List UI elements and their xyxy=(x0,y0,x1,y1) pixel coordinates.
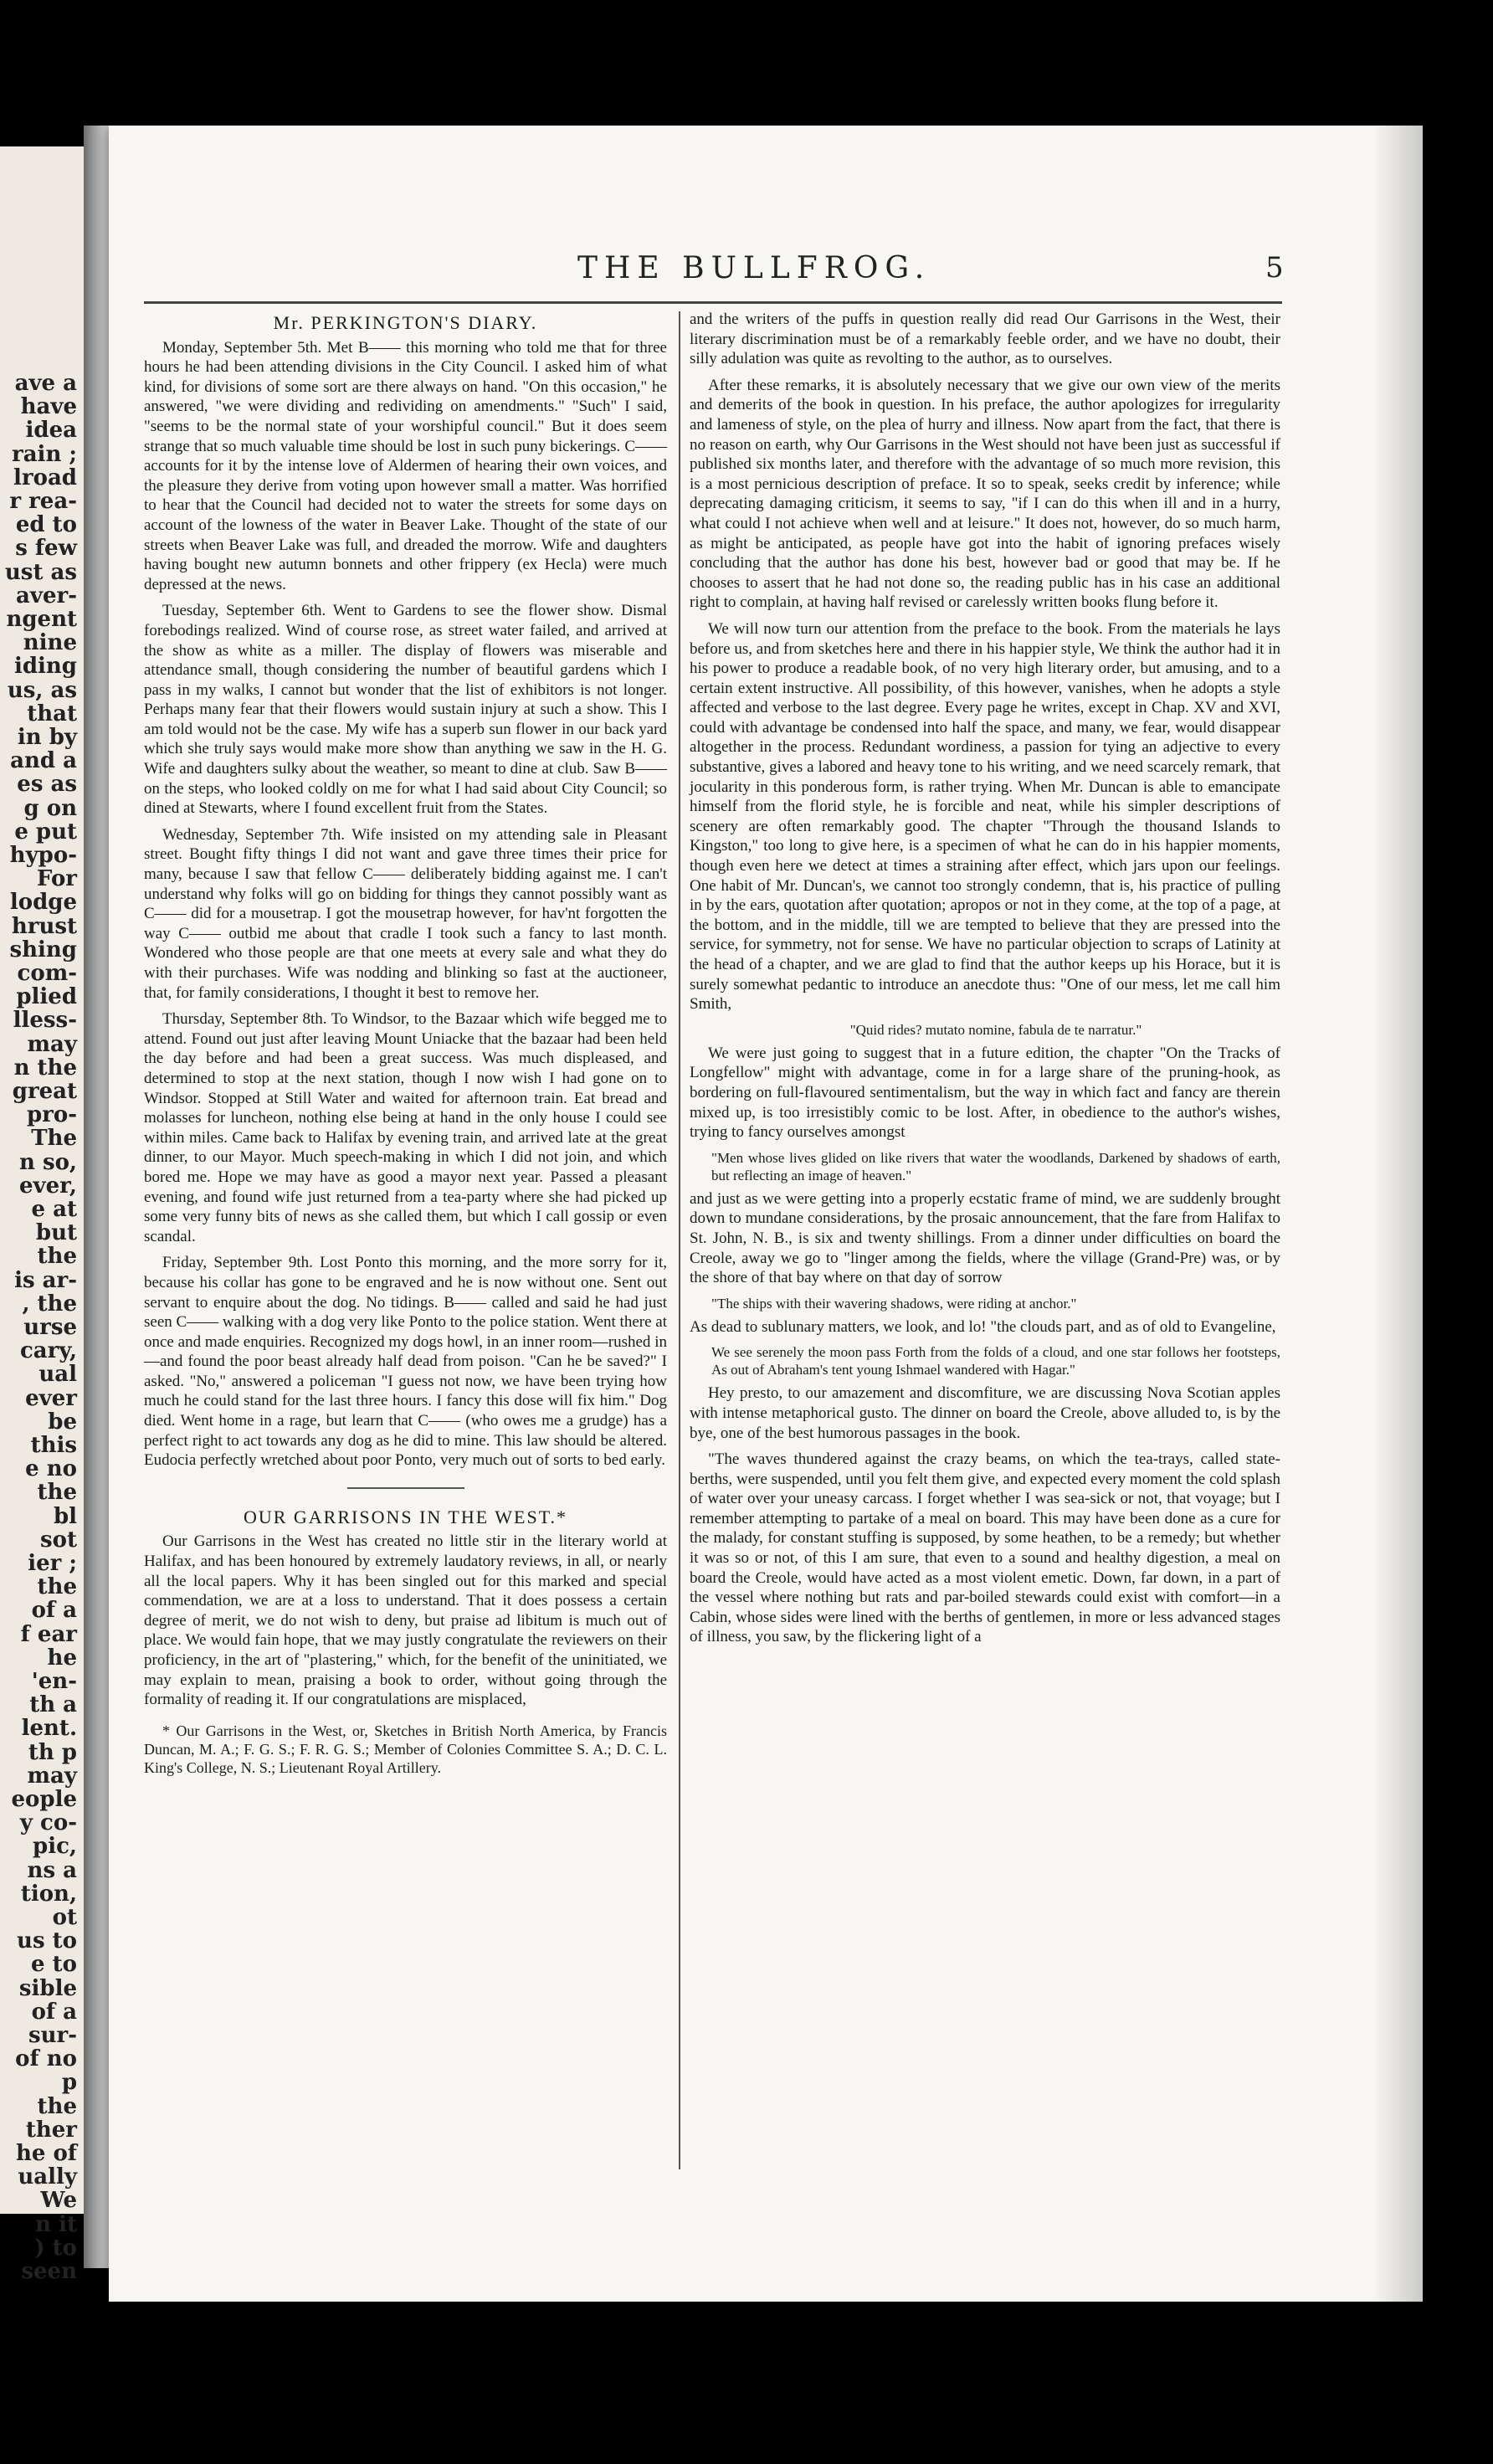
previous-page-text: ns a xyxy=(27,1857,77,1883)
previous-page-text: he xyxy=(47,1645,77,1671)
previous-page-text: eople xyxy=(11,1787,77,1812)
previous-page-text: may xyxy=(27,1763,77,1789)
previous-page-text: es as xyxy=(17,772,77,798)
previous-page-text: e at xyxy=(31,1197,77,1222)
previous-page-text: but xyxy=(35,1220,77,1246)
previous-page-text: the xyxy=(37,1480,77,1506)
review-paragraph: Hey presto, to our amazement and discomfiture, we are discussing Nova Scotian apples with intense metaphorical gusto. The dinner on board the Creole, above alluded to, is by the bye, one of the best humorous passages in the book. xyxy=(690,1384,1280,1442)
section-divider xyxy=(347,1487,464,1489)
review-intro: Our Garrisons in the West has created no little stir in the literary world at Halifax, and has been honoured by extremely laudatory reviews, in all, or nearly all the local papers. Why it has been singled out for this marked and special commendation, we are at a loss to understand. That it does possess a certain degree of merit, we do not wish to deny, but praise ad libitum is much out of place. We would fain hope, that we may justly congratulate the reviewers on their proficiency, in the art of "plastering," which, for the benefit of the uninitiated, we may explain to mean, praising a book to order, without going through the formality of reading it. If our congratulations are misplaced, xyxy=(144,1532,667,1709)
review-paragraph: As dead to sublunary matters, we look, and lo! "the clouds part, and as of old to Evangeline, xyxy=(690,1317,1276,1336)
previous-page-text: idea xyxy=(25,418,77,444)
previous-page-text: plied xyxy=(16,984,77,1010)
previous-page-text: of a xyxy=(31,1598,77,1624)
review-paragraph: We were just going to suggest that in a future edition, the chapter "On the Tracks of Longfellow" might with advantage, come in for a large share of the pruning-hook, as bordering on full-flavoured sentimentalism, but the way in which fact and fancy are therein mixed up, is too irresistibly comic to be lost. After, in obedience to the author's wishes, trying to fancy ourselves amongst xyxy=(690,1044,1280,1142)
previous-page-text: of no xyxy=(15,2046,77,2072)
newspaper-page xyxy=(109,126,1423,2302)
previous-page-text: hrust xyxy=(11,913,77,939)
page-number: 5 xyxy=(1265,251,1284,285)
latin-quote: "Quid rides? mutato nomine, fabula de te narratur." xyxy=(849,1021,1142,1038)
previous-page-text: the xyxy=(37,2093,77,2119)
previous-page-text: this xyxy=(30,1433,77,1458)
previous-page-text: ot xyxy=(52,1905,77,1930)
running-head xyxy=(109,251,1423,301)
previous-page-text: pic, xyxy=(33,1834,77,1860)
previous-page-text: 'en- xyxy=(31,1669,77,1694)
previous-page-text: that xyxy=(27,701,77,726)
previous-page-text: We xyxy=(40,2188,77,2214)
verse-quote: "The ships with their wavering shadows, were riding at anchor." xyxy=(711,1295,1077,1312)
previous-page-text: ier ; xyxy=(28,1551,77,1576)
previous-page-text: ) to xyxy=(34,2235,77,2261)
previous-page-text: in by xyxy=(17,725,77,750)
review-paragraph: We will now turn our attention from the preface to the book. From the materials he lays before us, and from sketches here and there in his happier style, We think the author had it in his power to produce a readable book, of no very high literary order, but amusing, and to a certain extent instructive. All possibility, of this however, vanishes, when he adopts a style affected and verbose to the last degree. Every page he writes, except in Chap. XV and XVI, could with advantage be condensed into half the space, and many, we fear, would disappear altogether in the process. Redundant wordiness, a passion for tying an adjective to every substantive, gives a labored and heavy tone to his writing, and we need scarcely remark, that jocularity in this ponderous form, is rather trying. When Mr. Duncan is able to emancipate himself from the florid style, he is forcible and neat, while his simpler descriptions of scenery are often remarkably good. The chapter "Through the thousand Islands to Kingston," too long to give here, is a specimen of what he can do in his happier moments, though even here we detect at times a straining after effect, which jars upon our feelings. One habit of Mr. Duncan's, we cannot too strongly condemn, that is, his practice of pulling in by the ears, quotation after quotation; apropos or not in they come, at the top of a page, at the bottom, and in the middle, till we are tempted to believe that they are pressed into the service, for symmetry, not for sense. We have no particular objection to scraps of Latinity at the head of a chapter, and we are glad to find that the author keeps up his Horace, but it is surely somewhat pedantic to introduce an anecdote thus: "One of our mess, let me call him Smith, xyxy=(690,619,1280,1014)
previous-page-text: aver- xyxy=(16,583,77,608)
previous-page-text: seen xyxy=(21,2259,77,2284)
previous-page-text: sur- xyxy=(28,2023,77,2048)
diary-entry: Wednesday, September 7th. Wife insisted on my attending sale in Pleasant street. Bought fifty things I did not want and gave three times their price for many, because I saw that fellow C—— deliberately bidding against me. I can't understand why folks will go on bidding for things they cannot possibly want as C—— did for a mousetrap. I got the mousetrap however, for hav'nt forgotten the way C—— outbid me about that cradle I took such a fancy to last month. Wondered who those people are that one meets at every sale and what they do with their purchases. Wife was nodding and blinking so fast at the auctioneer, that, for family considerations, I thought it best to remove her. xyxy=(144,825,667,1002)
previous-page-text: shing xyxy=(9,937,77,963)
review-paragraph: After these remarks, it is absolutely necessary that we give our own view of the merits and demerits of the book in question. In his preface, the author apologizes for irregularity and lameness of style, on the plea of hurry and illness. Now apart from the fact, that there is no reason on earth, why Our Garrisons in the West should not have been just as successful if published six months later, and therefore with the advantage of so much more revision, this is a most pernicious description of preface. It so to speak, seeks credit by inference; while deprecating damaging criticism, it seems to say, "if I can do this when ill and in a hurry, what could I not achieve when well and at leisure." It does not, however, do so much harm, as might be anticipated, as people have got into the habit of ignoring prefaces wisely concluding that the author has done his best, however bad or good that may be. If he chooses to assert that he had not done so, the reading public has in his case an additional right to complain, at having half revised or carelessly written books flung before it. xyxy=(690,376,1280,612)
previous-page-text: urse xyxy=(23,1315,77,1340)
previous-page-text: ever xyxy=(25,1385,77,1411)
previous-page-text: nine xyxy=(23,630,77,656)
previous-page-text: and a xyxy=(10,748,77,774)
previous-page-text: ever, xyxy=(18,1173,77,1199)
previous-page-text: s few xyxy=(15,536,77,562)
verse-quote: We see serenely the moon pass Forth from the folds of a cloud, and one star follows her footsteps, As out of Abraham's tent young Ishmael wandered with Hagar." xyxy=(711,1344,1280,1378)
previous-page-text: , the xyxy=(22,1291,77,1317)
previous-page-text: e to xyxy=(31,1952,77,1978)
previous-page-text: ave a xyxy=(14,371,77,396)
previous-page-text: lodge xyxy=(9,890,77,916)
previous-page-text: rain ; xyxy=(12,441,77,467)
previous-page-text: ual xyxy=(38,1362,77,1388)
previous-page-text: n the xyxy=(13,1055,77,1081)
previous-page-text: ngent xyxy=(6,607,77,632)
header-rule xyxy=(144,301,1282,304)
previous-page-text: p xyxy=(61,2070,77,2096)
previous-page-text: us to xyxy=(17,1928,77,1954)
previous-page-text: th a xyxy=(29,1692,77,1718)
previous-page-text: sible xyxy=(18,1975,77,2001)
verse-quote: "Men whose lives glided on like rivers that water the woodlands, Darkened by shadows of earth, but reflecting an image of heaven." xyxy=(711,1149,1280,1183)
diary-entry: Monday, September 5th. Met B—— this morning who told me that for three hours he had been attending divisions in the City Council. I asked him of what kind, for divisions of some sort are there always on hand. "On this occasion," he answered, "we were dividing and redividing on amendments." "Such" I said, "seems to be the normal state of your worshipful council." But it does seem strange that so much valuable time should be lost in such puny bickerings. C—— accounts for it by the intense love of Aldermen of hearing their own voices, and the pleasure they derive from voting upon however small a matter. Was horrified to hear that the Council had decided not to water the streets for some days on account of the lowness of the water in Beaver Lake. Thought of the state of our streets when Beaver Lake was full, and dreaded the morrow. Wife and daughters having bought new autumn bonnets and other frippery (ex Hecla) were much depressed at the news. xyxy=(144,338,667,593)
review-paragraph: and just as we were getting into a properly ecstatic frame of mind, we are suddenly brought down to mundane considerations, by the prosaic announcement, that the fare from Halifax to St. John, N. B., is six and twenty shillings. From a dinner under difficulties on board the Creole, away we go to "linger among the fields, where the village (Grand-Pre) was, or by the shore of that bay where on that day of sorrow xyxy=(690,1189,1280,1287)
previous-page-text: of a xyxy=(31,1999,77,2025)
previous-page-text: com- xyxy=(17,961,77,986)
previous-page-text: e no xyxy=(25,1456,77,1482)
previous-page-fragment xyxy=(0,146,84,2284)
previous-page-text: ually xyxy=(18,2164,77,2190)
previous-page-text: e put xyxy=(14,819,77,844)
previous-page-text: y co- xyxy=(19,1810,77,1836)
previous-page-text: us, as xyxy=(7,677,77,703)
diary-entry: Thursday, September 8th. To Windsor, to the Bazaar which wife begged me to attend. Found out just after leaving Mount Uniacke that the bazaar had been held the day before and had been a great success. Was much displeased, and determined to stop at the next station, though I now wish I had gone on to Windsor. Stopped at Still Water and waited for afternoon train. Eat bread and molasses for luncheon, nothing else being at hand in the only house I could see within miles. Came back to Halifax by evening train, and arrived late at the great dinner, to our Mayor. Much speech-making in which I did not join, and which bored me. Hope we may have as good a mayor next year. Passed a pleasant evening, and found wife just returned from a tea-party where she had picked up some very funny bits of news as she called them, but which I call gossip or even scandal. xyxy=(144,1010,667,1245)
previous-page-text: iding xyxy=(13,654,77,680)
previous-page-text: ed to xyxy=(15,512,77,538)
previous-page-text: lroad xyxy=(13,465,77,490)
diary-entry: Friday, September 9th. Lost Ponto this morning, and the more sorry for it, because his collar has gone to be engraved and he is now without one. Sent out servant to enquire about the dog. No tidings. B—— called and said he had just seen C—— walking with a dog very like Ponto to the police station. Went there at once and made enquiries. Recognized my dogs howl, in an inner room—rushed in—and found the poor beast already half dead from poison. "Can he be saved?" I asked. "No," answered a policeman "I guess not now, we have been trying how much he could stand for the last three hours. I fancy this dose will fix him." Dog died. Went home in a rage, but learn that C—— (who owes me a grudge) has a perfect right to act towards any dog as he did to mine. This law should be altered. Eudocia perfectly wretched about poor Ponto, very much out of sorts to bed early. xyxy=(144,1254,667,1470)
review-paragraph: and the writers of the puffs in question really did read Our Garrisons in the West, their literary discrimination must be of a remarkably feeble order, and we have no doubt, their silly adulation was quite as revolting to the author, as to ourselves. xyxy=(690,311,1280,368)
previous-page-text: th p xyxy=(28,1739,77,1765)
previous-page-text: may xyxy=(27,1031,77,1057)
page-edge-shadow xyxy=(1372,126,1423,2302)
previous-page-text: sot xyxy=(40,1527,77,1553)
previous-page-text: have xyxy=(20,394,77,420)
previous-page-text: n it xyxy=(35,2211,77,2237)
previous-page-text: r rea- xyxy=(9,489,77,514)
previous-page-text: The xyxy=(31,1126,77,1152)
review-title: OUR GARRISONS IN THE WEST.* xyxy=(243,1506,568,1527)
previous-page-text: lent. xyxy=(21,1716,77,1742)
previous-page-text: be xyxy=(48,1409,77,1435)
previous-page-text: pro- xyxy=(26,1102,77,1128)
masthead-title: THE BULLFROG. xyxy=(577,251,931,285)
previous-page-text: bl xyxy=(53,1503,77,1529)
previous-page-text: g on xyxy=(23,795,77,821)
previous-page-text: tion, xyxy=(20,1881,77,1907)
previous-page-text: he of xyxy=(15,2141,77,2166)
previous-page-text: the xyxy=(37,1574,77,1600)
previous-page-text: ust as xyxy=(4,559,77,585)
previous-page-text: n so, xyxy=(19,1149,77,1175)
right-column xyxy=(690,310,1280,1654)
left-column xyxy=(144,310,667,1792)
diary-title: Mr. PERKINGTON'S DIARY. xyxy=(273,312,538,333)
previous-page-text: f ear xyxy=(20,1621,77,1647)
previous-page-text: hypo- xyxy=(9,843,77,868)
previous-page-text: is ar- xyxy=(14,1267,77,1293)
previous-page-text: great xyxy=(12,1079,77,1104)
previous-page-text: the xyxy=(37,1244,77,1270)
previous-page-text: cary, xyxy=(19,1338,77,1364)
footnote: * Our Garrisons in the West, or, Sketches in British North America, by Francis Duncan, M. A.; F. G. S.; F. R. G. S.; Member of Colonies Committee S. A.; D. C. L. King's College, N. S.; Lieutenant Royal Artillery. xyxy=(144,1722,667,1776)
column-divider xyxy=(679,311,680,2169)
previous-page-text: For xyxy=(36,866,77,892)
diary-entry: Tuesday, September 6th. Went to Gardens to see the flower show. Dismal forebodings realized. Wind of course rose, as street water failed, and arrived at the show as white as a miller. The display of flowers was miserable and attendance small, though considering the number of beautiful gardens which I pass in my walks, I cannot but wonder that the list of exhibitors is not longer. Perhaps many fear that their flowers would sustain injury at such a show. This I am told would not be the case. My wife has a superb sun flower in our back yard which she truly says would make more show than anything we saw in the H. G. Wife and daughters sulky about the weather, so meant to dine at club. Saw B—— on the steps, who looked coldly on me for what I had said about City Council; so dined at Stewarts, where I found excellent fruit from the States. xyxy=(144,602,667,818)
previous-page-text: ther xyxy=(25,2117,77,2143)
book-excerpt: "The waves thundered against the crazy beams, on which the tea-trays, called state-berths, were suspended, until you felt them give, and expected every moment the cold splash of water over your uneasy carcass. I forget whether I was sea-sick or not, that voyage; but I remember attempting to partake of a meal on board. This may have been done as a cure for the malady, for constant stuffing is supposed, by some heathen, to be a remedy; but whether it was so or not, of this I am sure, that even to a sound and healthy digestion, a meal on board the Creole, would have acted as a most violent emetic. Down, far down, in a part of the vessel where nothing but rats and par-boiled stewards could exist with comfort—in a Cabin, whose sides were lined with the berths of gentlemen, in more or less advanced stages of illness, you saw, by the flickering light of a xyxy=(690,1450,1280,1646)
previous-page-text: lless- xyxy=(13,1008,77,1034)
